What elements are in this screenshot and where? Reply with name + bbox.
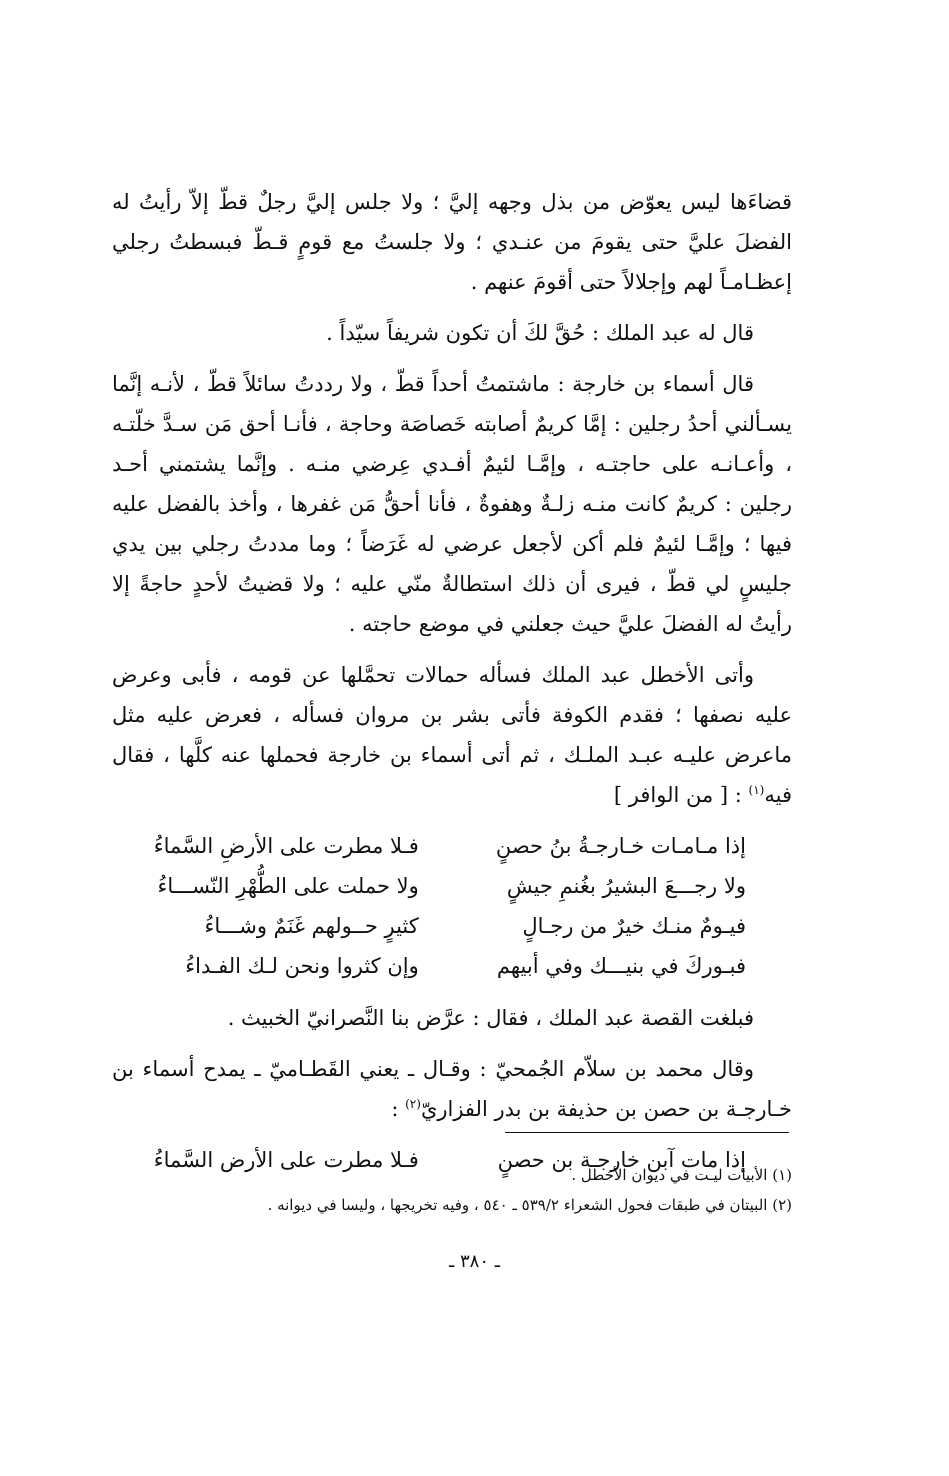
paragraph-1: قضاءَها ليس يعوّض من بذل وجهه إليَّ ؛ ولا جلس إليَّ رجلٌ قطّ إلاّ رأيتُ له الفضلَ عليَّ حتى يقومَ من عنـدي ؛ ولا جلستُ مع قومٍ قـطّ فبسطتُ رجلي إعظـامـاً لهم وإجلالاً حتى أقومَ عنهم . xyxy=(112,190,792,294)
paragraph-4-tail: : [ من الوافر ] xyxy=(613,783,749,807)
main-text xyxy=(112,182,792,1192)
paragraph-6 xyxy=(112,1049,792,1129)
footnote-1: (١) الأبيات ليـت في ديوان الأخطل . xyxy=(571,1166,792,1184)
verse xyxy=(112,826,792,866)
paragraph-3: قال أسماء بن خارجة : ماشتمتُ أحداً قطّ ، ولا رددتُ سائلاً قطّ ، لأنـه إنَّما يسـألني أحدُ رجلين : إمَّا كريمٌ أصابته خَصاصَة وحاجة ، فأنـا أحق مَن سـدَّ خلّتـه ، وأعـانـه على حاجتـه ، وإمَّـا لئيمٌ أفـدي عِرضي منـه . وإنَّما يشتمني أحـد رجلين : كريمٌ كانت منـه زلـةٌ وهفوةٌ ، فأنا أحقُّ مَن غفرها ، وأخذ بالفضل عليه فيها ؛ وإمَّـا لئيمٌ فلم أكن لأجعل عرضي له غَرَضاً ؛ وما مددتُ رجلي بين يدي جليسٍ لي قطّ ، فيرى أن ذلك استطالةٌ منّي عليه ؛ ولا قضيتُ لأحدٍ حاجةً إلا رأيتُ له الفضلَ عليَّ حيث جعلني في موضع حاجته . xyxy=(112,372,792,636)
verse-second-hemistich: كثيرٍ حــولهم غَنَمٌ وشـــاءُ xyxy=(204,914,419,938)
footnote-separator xyxy=(505,1132,789,1133)
verse-second-hemistich: وإن كثروا ونحن لـك الفـداءُ xyxy=(185,954,419,978)
verse-second-hemistich: فـلا مطرت على الأرضِ السَّماءُ xyxy=(153,834,419,858)
footnotes xyxy=(190,1160,792,1220)
verse-first-hemistich: إذا مات آبن خارجـة بن حصنٍ xyxy=(497,1148,746,1172)
paragraph-2: قال له عبد الملك : حُقَّ لكَ أن تكون شريفاً سيّداً . xyxy=(326,321,754,345)
paragraph-6-text: وقال محمد بن سلاّم الجُمحيّ : وقـال ـ يعني القَطـاميّ ـ يمدح أسماء بن خـارجـة بن حصن بن حذيفة بن بدر الفزاريّ xyxy=(112,1057,792,1121)
paragraph-4-text: وأتى الأخطل عبد الملك فسأله حمالات تحمَّلها عن قومه ، فأبى وعرض عليه نصفها ؛ فقدم الكوفة فأتى بشر بن مروان فسأله ، فعرض عليه مثل ماعرض عليـه عبـد الملـك ، ثم أتى أسماء بن خارجة فحملها عنه كلَّها ، فقال فيه xyxy=(112,663,792,807)
verse-first-hemistich: إذا مـامـات خـارجـةُ بنُ حصنٍ xyxy=(495,834,746,858)
page-number: ـ ٣٨٠ ـ xyxy=(448,1251,500,1272)
footnote-ref-2: (٢) xyxy=(405,1097,421,1111)
verse-second-hemistich: ولا حملت على الطُّهْرِ النّســـاءُ xyxy=(157,874,419,898)
verse xyxy=(112,866,792,906)
verse-first-hemistich: فبـوركَ في بنيـــك وفي أبيهم xyxy=(496,954,746,978)
footnote-ref-1: (١) xyxy=(748,783,765,797)
poem-1 xyxy=(112,826,792,986)
verse-second-hemistich: فـلا مطرت على الأرض السَّماءُ xyxy=(153,1148,419,1172)
verse-first-hemistich: فيـومٌ منـك خيرٌ من رجـالٍ xyxy=(522,914,746,938)
verse xyxy=(112,946,792,986)
footnote-2: (٢) البيتان في طبقات فحول الشعراء ٥٣٩/٢ ـ ٥٤٠ ، وفيه تخريجها ، وليسا في ديوانه . xyxy=(267,1196,792,1214)
paragraph-4 xyxy=(112,655,792,815)
paragraph-5: فبلغت القصة عبد الملك ، فقال : عرَّض بنا النَّصرانيّ الخبيث . xyxy=(227,1006,754,1030)
paragraph-6-tail: : xyxy=(391,1097,406,1121)
verse-first-hemistich: ولا رجـــعَ البشيرُ بغُنمِ جيشٍ xyxy=(506,874,746,898)
verse xyxy=(112,906,792,946)
